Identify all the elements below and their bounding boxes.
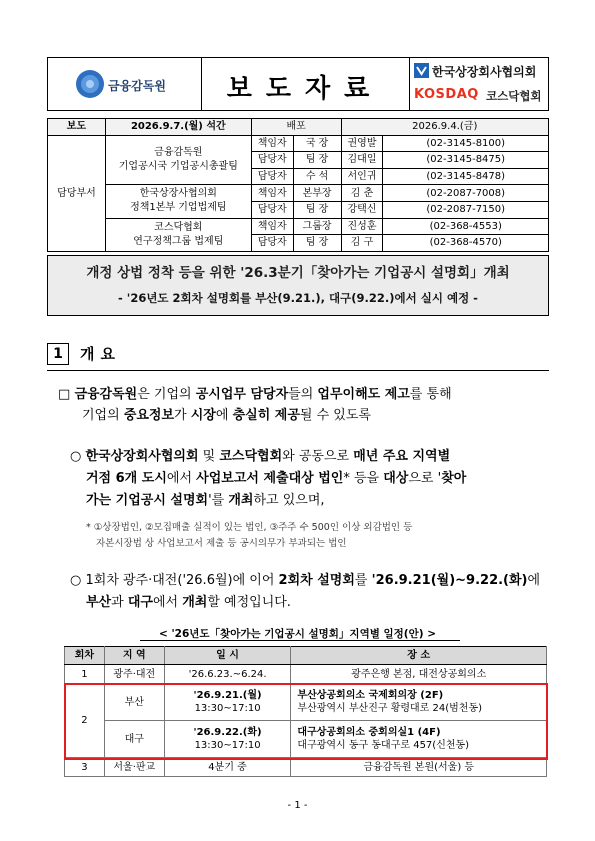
distribute-label: 배포 xyxy=(251,119,341,136)
table-row xyxy=(65,665,547,684)
contact-title: 국 장 xyxy=(293,135,341,152)
text-span: * 등을 xyxy=(343,471,384,486)
fss-logo-cell xyxy=(48,58,202,110)
dept-line: 정책1본부 기업법제팀 xyxy=(130,202,227,214)
contact-role: 담당자 xyxy=(251,152,293,169)
section-title: 개요 xyxy=(80,345,121,363)
text-span: 들의 xyxy=(288,387,318,402)
press-release-title: 보도자료 xyxy=(226,74,384,104)
headline-box xyxy=(47,255,549,316)
subheadline: - '26년도 2회차 설명회를 부산(9.21.), 대구(9.22.)에서 실시 예정 - xyxy=(118,291,478,305)
text-span: 업무이해도 제고 xyxy=(317,387,410,402)
kosdaq-brand: KOSDAQ xyxy=(414,87,479,102)
paragraph-3-line-1 xyxy=(70,570,540,592)
text-span: 2회차 설명회 xyxy=(278,573,355,588)
text-span: 부산 xyxy=(86,595,112,610)
contact-role: 담당자 xyxy=(251,235,293,252)
contact-title: 팀 장 xyxy=(293,152,341,169)
dept-line: 기업공시국 기업공시총괄팀 xyxy=(118,160,238,172)
text-span: 에 이어 xyxy=(232,573,279,588)
date-cell: 4분기 중 xyxy=(164,758,291,777)
region-cell: 대구 xyxy=(104,721,164,758)
dept-label: 담당부서 xyxy=(48,135,106,251)
contact-title: 팀 장 xyxy=(293,235,341,252)
press-release-header xyxy=(47,57,549,111)
dept-line: 금융감독원 xyxy=(154,146,203,158)
text-span: 과 xyxy=(111,595,128,610)
text-span: 및 xyxy=(198,449,220,464)
contact-name: 강택신 xyxy=(341,201,383,218)
text-span: 찾아 xyxy=(441,471,467,486)
kcci-name: 한국상장회사협의회 xyxy=(432,65,537,79)
contact-title: 수 석 xyxy=(293,168,341,185)
highlight-box xyxy=(64,683,548,760)
dept-kosdaq xyxy=(105,218,251,251)
contact-phone: (02-3145-8100) xyxy=(383,135,549,152)
fss-logo-text: 금융감독원 xyxy=(108,79,166,93)
paragraph-2-line-3 xyxy=(86,490,325,512)
dept-line: 한국상장사협의회 xyxy=(139,188,217,200)
text-span: 공시업무 담당자 xyxy=(195,387,289,402)
text-span: 를 통해 xyxy=(409,387,452,402)
fss-logo-icon xyxy=(75,69,105,99)
col-header: 장 소 xyxy=(291,647,547,665)
contact-phone: (02-368-4570) xyxy=(383,235,549,252)
text-span: 가는 기업공시 설명회 xyxy=(86,493,209,508)
paragraph-3-line-2 xyxy=(86,592,291,614)
contact-role: 책임자 xyxy=(251,135,293,152)
paragraph-2-line-2 xyxy=(86,468,466,490)
contact-role: 담당자 xyxy=(251,168,293,185)
schedule-caption: < '26년도「찾아가는 기업공시 설명회」지역별 일정(안) > xyxy=(158,628,436,640)
contact-title: 그룹장 xyxy=(293,218,341,235)
contact-role: 담당자 xyxy=(251,201,293,218)
text-span: 를 xyxy=(354,573,372,588)
contact-phone: (02-2087-7150) xyxy=(383,201,549,218)
text-span: 기업의 xyxy=(82,408,124,423)
text-span: '26.9.21(월)~9.22.(화) xyxy=(371,573,528,588)
footnote-line-2: 자본시장법 상 사업보고서 제출 등 공시의무가 부과되는 법인 xyxy=(96,538,347,549)
text-span: 에서 xyxy=(166,471,197,486)
place-text: 부산상공회의소 국제회의장 (2F) xyxy=(297,690,444,701)
place-cell: 금융감독원 본원(서울) 등 xyxy=(291,758,547,777)
contact-name: 서인귀 xyxy=(341,168,383,185)
contact-role: 책임자 xyxy=(251,218,293,235)
address-text: 부산광역시 부산진구 황령대로 24(범천동) xyxy=(297,703,483,714)
circle-bullet: ○ xyxy=(70,573,82,588)
text-span: 매년 주요 지역별 xyxy=(353,449,451,464)
caption-underline xyxy=(140,640,460,641)
contact-name: 진성훈 xyxy=(341,218,383,235)
round-cell: 2 xyxy=(65,684,105,758)
text-span: 대구 xyxy=(127,595,153,610)
date-cell: '26.6.23.~6.24. xyxy=(164,665,291,684)
contact-name: 김 춘 xyxy=(341,185,383,202)
text-span: 거점 6개 도시 xyxy=(86,471,167,486)
text-span: 와 공동으로 xyxy=(282,449,354,464)
contact-role: 책임자 xyxy=(251,185,293,202)
circle-bullet: ○ xyxy=(70,449,82,464)
text-span: 에서 xyxy=(152,595,183,610)
text-span: 하고 있으며, xyxy=(253,493,325,508)
text-span: 가 xyxy=(174,408,191,423)
place-text: 대구상공회의소 중회의실1 (4F) xyxy=(297,727,441,738)
contact-name: 권영발 xyxy=(341,135,383,152)
contact-phone: (02-2087-7008) xyxy=(383,185,549,202)
kosdaq-association-name: 코스닥협회 xyxy=(486,89,542,103)
text-span: 할 예정입니다. xyxy=(207,595,291,610)
release-date: 2026.9.7.(월) 석간 xyxy=(105,119,251,136)
text-span: 은 기업의 xyxy=(137,387,196,402)
date-text: '26.9.22.(화) xyxy=(193,727,262,738)
text-span: 대상 xyxy=(383,471,409,486)
col-header: 회차 xyxy=(65,647,105,665)
text-span: 사업보고서 제출대상 법인 xyxy=(196,471,344,486)
time-text: 13:30~17:10 xyxy=(194,703,261,714)
distribute-date: 2026.9.4.(금) xyxy=(341,119,548,136)
section-number: 1 xyxy=(47,343,69,365)
page-number: - 1 - xyxy=(287,800,308,811)
square-bullet: □ xyxy=(58,387,71,402)
time-text: 13:30~17:10 xyxy=(194,740,261,751)
text-span: 에 xyxy=(215,408,233,423)
date-text: '26.9.21.(월) xyxy=(193,690,262,701)
paragraph-2-line-1 xyxy=(70,446,450,468)
section-divider xyxy=(47,370,549,371)
text-span: 시장 xyxy=(190,408,216,423)
contact-name: 김 구 xyxy=(341,235,383,252)
text-span: 개최 xyxy=(182,595,208,610)
text-span: 중요정보 xyxy=(123,408,175,423)
text-span: 1회차 광주·대전('26.6월) xyxy=(85,573,233,588)
contact-phone: (02-3145-8478) xyxy=(383,168,549,185)
text-span: 금융감독원 xyxy=(74,387,138,402)
region-cell: 광주·대전 xyxy=(104,665,164,684)
dept-fss xyxy=(105,135,251,185)
contact-phone: (02-368-4553) xyxy=(383,218,549,235)
address-text: 대구광역시 동구 동대구로 457(신천동) xyxy=(297,740,470,751)
region-cell: 부산 xyxy=(104,684,164,721)
text-span: 에 xyxy=(527,573,541,588)
place-cell: 광주은행 본점, 대전상공회의소 xyxy=(291,665,547,684)
contact-phone: (02-3145-8475) xyxy=(383,152,549,169)
text-span: 개최 xyxy=(228,493,254,508)
title-cell xyxy=(201,58,410,110)
paragraph-1-line-2 xyxy=(82,405,371,427)
dept-line: 코스닥협회 xyxy=(154,221,203,233)
contact-info-table xyxy=(47,118,549,252)
text-span: 으로 ' xyxy=(408,471,442,486)
region-cell: 서울·판교 xyxy=(104,758,164,777)
col-header: 일 시 xyxy=(164,647,291,665)
release-label: 보도 xyxy=(48,119,106,136)
dept-line: 연구정책그룹 법제팀 xyxy=(133,235,224,247)
headline: 개정 상법 정착 등을 위한 '26.3분기「찾아가는 기업공시 설명회」개최 xyxy=(86,265,510,281)
kcci-logo-icon xyxy=(414,63,429,78)
round-cell: 1 xyxy=(65,665,105,684)
paragraph-1-line-1 xyxy=(58,384,452,406)
text-span: 코스닥협회 xyxy=(219,449,283,464)
contact-title: 본부장 xyxy=(293,185,341,202)
text-span: 충실히 제공 xyxy=(232,408,300,423)
text-span: 한국상장회사협의회 xyxy=(85,449,199,464)
round-cell: 3 xyxy=(65,758,105,777)
dept-kcci xyxy=(105,185,251,218)
text-span: 될 수 있도록 xyxy=(299,408,371,423)
footnote-line-1: * ①상장법인, ②모집매출 실적이 있는 법인, ③주주 수 500인 이상 외감법인 등 xyxy=(86,522,413,533)
contact-name: 김대일 xyxy=(341,152,383,169)
contact-title: 팀 장 xyxy=(293,201,341,218)
col-header: 지 역 xyxy=(104,647,164,665)
text-span: '를 xyxy=(208,493,229,508)
table-row xyxy=(65,758,547,777)
partner-logos-cell xyxy=(409,58,548,110)
